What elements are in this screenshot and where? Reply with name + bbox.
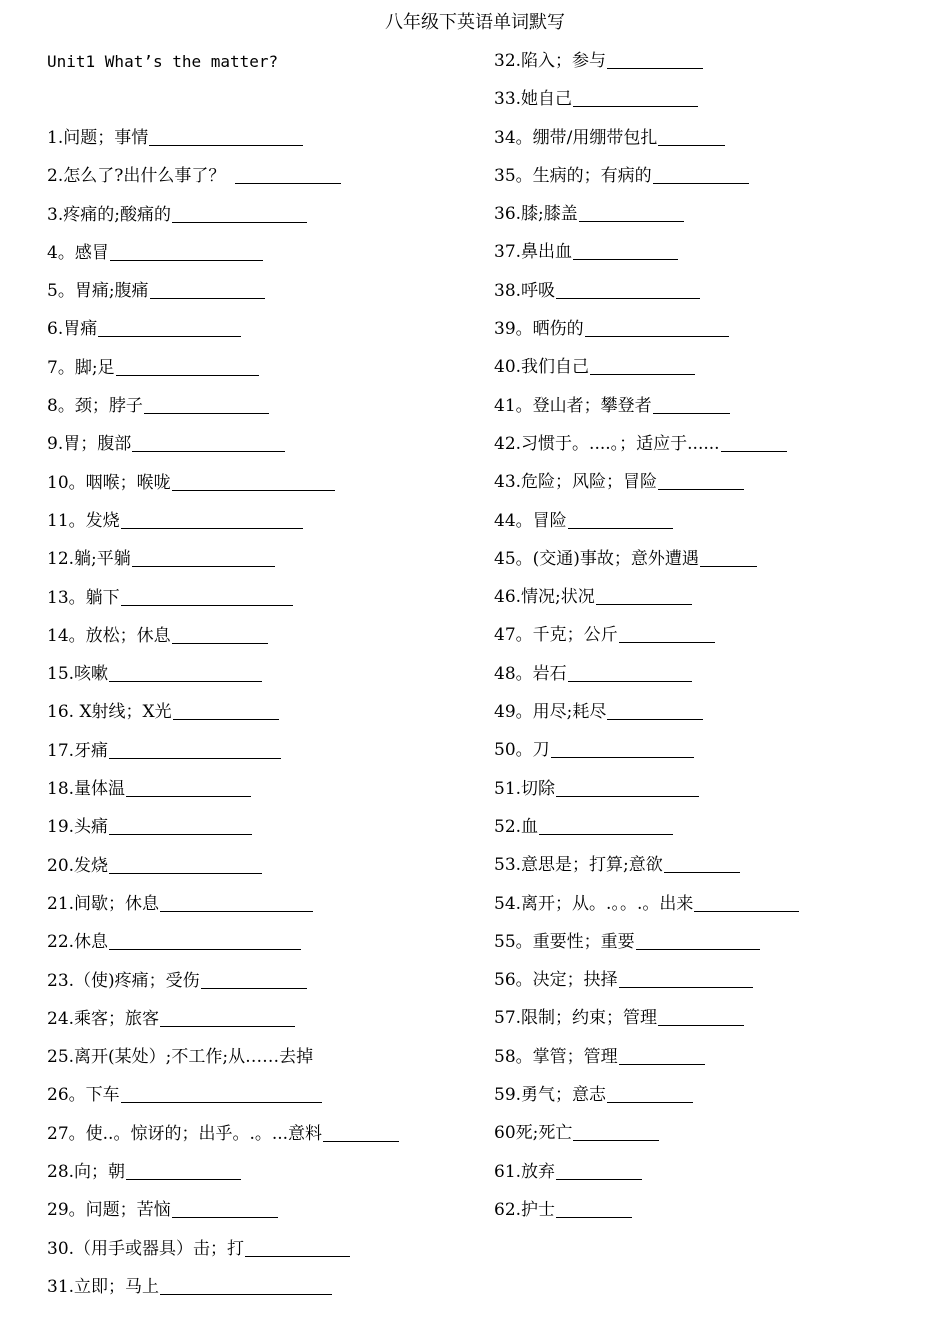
- list-item: [494, 738, 934, 776]
- list-item: [47, 815, 467, 853]
- item-prompt: 46.情况;状况: [494, 587, 595, 608]
- item-prompt: 27。使..。惊讶的；出乎。.。...意料: [47, 1123, 323, 1144]
- list-item: [494, 853, 934, 891]
- answer-blank[interactable]: [573, 1121, 659, 1141]
- answer-blank[interactable]: [568, 509, 673, 529]
- item-prompt: 57.限制；约束；管理: [494, 1008, 658, 1029]
- answer-blank[interactable]: [585, 317, 729, 337]
- list-item: [47, 317, 467, 355]
- item-prompt: 48。岩石: [494, 663, 567, 684]
- item-prompt: 21.间歇；休息: [47, 893, 160, 914]
- item-prompt: 61.放弃: [494, 1161, 556, 1182]
- answer-blank[interactable]: [109, 854, 262, 874]
- answer-blank[interactable]: [173, 700, 279, 720]
- list-item: [494, 470, 934, 508]
- answer-blank[interactable]: [144, 394, 269, 414]
- item-prompt: 37.鼻出血: [494, 242, 573, 263]
- answer-blank[interactable]: [556, 1160, 642, 1180]
- list-item: [47, 1083, 467, 1121]
- list-item: [47, 700, 467, 738]
- item-prompt: 32.陷入；参与: [494, 51, 607, 71]
- answer-blank[interactable]: [721, 432, 787, 452]
- answer-blank[interactable]: [116, 356, 259, 376]
- answer-blank[interactable]: [539, 815, 673, 835]
- answer-blank[interactable]: [160, 1007, 295, 1027]
- list-item: [494, 126, 934, 164]
- item-prompt: 14。放松；休息: [47, 625, 171, 646]
- item-prompt: 56。决定；抉择: [494, 970, 618, 991]
- item-prompt: 50。刀: [494, 740, 550, 761]
- answer-blank[interactable]: [573, 87, 698, 107]
- item-prompt: 34。绷带/用绷带包扎: [494, 127, 658, 148]
- list-item: [494, 777, 934, 815]
- list-item: [494, 1160, 934, 1198]
- list-item: [47, 394, 467, 432]
- answer-blank[interactable]: [132, 432, 285, 452]
- list-item: [47, 356, 467, 394]
- answer-blank[interactable]: [607, 700, 703, 720]
- item-prompt: 52.血: [494, 816, 539, 837]
- answer-blank[interactable]: [700, 547, 757, 567]
- item-prompt: 60死;死亡: [494, 1123, 573, 1144]
- item-prompt: 39。晒伤的: [494, 319, 584, 340]
- list-item: [47, 1198, 467, 1236]
- answer-blank[interactable]: [172, 624, 268, 644]
- list-item: [47, 662, 467, 700]
- answer-blank[interactable]: [98, 317, 241, 337]
- list-item: [494, 1006, 934, 1044]
- answer-blank[interactable]: [658, 126, 725, 146]
- answer-blank[interactable]: [590, 355, 695, 375]
- item-prompt: 42.习惯于。....。；适应于......: [494, 433, 720, 454]
- list-item: [494, 585, 934, 623]
- item-prompt: 6.胃痛: [47, 319, 98, 340]
- answer-blank[interactable]: [109, 930, 301, 950]
- list-item: [494, 317, 934, 355]
- item-prompt: 30.（用手或器具）击；打: [47, 1238, 245, 1259]
- answer-blank[interactable]: [556, 1198, 632, 1218]
- item-prompt: 47。千克；公斤: [494, 625, 618, 646]
- list-item: [47, 432, 467, 470]
- item-prompt: 54.离开；从。.。。.。出来: [494, 893, 694, 914]
- item-prompt: 8。颈；脖子: [47, 396, 143, 417]
- answer-blank[interactable]: [132, 547, 275, 567]
- list-item: [47, 624, 467, 662]
- item-prompt: 35。生病的；有病的: [494, 165, 652, 186]
- answer-blank[interactable]: [160, 1275, 332, 1295]
- item-prompt: 31.立即；马上: [47, 1276, 160, 1297]
- list-item: [494, 164, 934, 202]
- answer-blank[interactable]: [607, 1083, 693, 1103]
- item-prompt: 1.问题；事情: [47, 128, 149, 148]
- unit-heading: Unit1 What’s the matter?: [47, 52, 279, 71]
- answer-blank[interactable]: [121, 509, 303, 529]
- item-prompt: 45。(交通)事故；意外遭遇: [494, 548, 699, 569]
- item-prompt: 51.切除: [494, 778, 556, 799]
- answer-blank[interactable]: [126, 777, 251, 797]
- list-item: [494, 432, 934, 470]
- list-item: [47, 1122, 467, 1160]
- list-item: [494, 355, 934, 393]
- answer-blank[interactable]: [568, 662, 692, 682]
- item-prompt: 10。咽喉；喉咙: [47, 472, 171, 493]
- list-item: [494, 815, 934, 853]
- list-item: [494, 49, 934, 87]
- item-prompt: 53.意思是；打算;意欲: [494, 855, 663, 876]
- list-item: [494, 1198, 934, 1236]
- item-prompt: 26。下车: [47, 1085, 120, 1106]
- item-prompt: 12.躺;平躺: [47, 549, 131, 570]
- item-prompt: 36.膝;膝盖: [494, 204, 578, 225]
- list-item: [47, 547, 467, 585]
- list-item: [47, 203, 467, 241]
- item-prompt: 22.休息: [47, 932, 109, 953]
- list-item: [47, 930, 467, 968]
- list-item: [47, 1007, 467, 1045]
- list-item: [47, 854, 467, 892]
- item-prompt: 11。发烧: [47, 510, 120, 531]
- list-item: [494, 1045, 934, 1083]
- answer-blank[interactable]: [201, 969, 307, 989]
- right-column-list: [494, 49, 934, 1236]
- item-prompt: 62.护士: [494, 1199, 556, 1220]
- answer-blank[interactable]: [150, 279, 265, 299]
- answer-blank[interactable]: [653, 394, 730, 414]
- item-prompt: 55。重要性；重要: [494, 931, 635, 952]
- answer-blank[interactable]: [235, 164, 341, 184]
- answer-blank[interactable]: [149, 126, 303, 146]
- answer-blank[interactable]: [653, 164, 749, 184]
- list-item: [47, 241, 467, 279]
- item-prompt: 59.勇气；意志: [494, 1085, 607, 1106]
- answer-blank[interactable]: [658, 1006, 744, 1026]
- answer-blank[interactable]: [323, 1122, 399, 1142]
- list-item: [47, 586, 467, 624]
- answer-blank[interactable]: [551, 738, 694, 758]
- list-item: [494, 509, 934, 547]
- item-prompt: 28.向；朝: [47, 1162, 126, 1183]
- list-item: [494, 892, 934, 930]
- answer-blank[interactable]: [121, 1083, 322, 1103]
- list-item: [494, 700, 934, 738]
- item-prompt: 2.怎么了?出什么事了？: [47, 166, 226, 187]
- list-item: [47, 1237, 467, 1275]
- list-item: [47, 777, 467, 815]
- item-prompt: 15.咳嗽: [47, 664, 109, 685]
- item-prompt: 20.发烧: [47, 855, 109, 876]
- item-prompt: 23.（使)疼痛；受伤: [47, 970, 200, 991]
- item-prompt: 5。胃痛;腹痛: [47, 281, 149, 302]
- list-item: [494, 279, 934, 317]
- list-item: [47, 892, 467, 930]
- answer-blank[interactable]: [619, 623, 715, 643]
- answer-blank[interactable]: [109, 815, 252, 835]
- list-item: [494, 202, 934, 240]
- list-item: [494, 623, 934, 661]
- item-prompt: 38.呼吸: [494, 280, 556, 301]
- answer-blank[interactable]: [579, 202, 684, 222]
- page-title: 八年级下英语单词默写: [385, 12, 565, 33]
- item-prompt: 16. X射线；X光: [47, 702, 172, 723]
- answer-blank[interactable]: [121, 586, 293, 606]
- answer-blank[interactable]: [607, 49, 703, 69]
- answer-blank[interactable]: [664, 853, 740, 873]
- item-prompt: 3.疼痛的;酸痛的: [47, 204, 171, 225]
- item-prompt: 29。问题；苦恼: [47, 1200, 171, 1221]
- list-item: [494, 1121, 934, 1159]
- answer-blank[interactable]: [110, 241, 263, 261]
- list-item: [494, 1083, 934, 1121]
- list-item: [494, 662, 934, 700]
- item-prompt: 33.她自己: [494, 89, 573, 110]
- answer-blank[interactable]: [596, 585, 692, 605]
- answer-blank[interactable]: [556, 777, 699, 797]
- answer-blank[interactable]: [172, 471, 335, 491]
- list-item: [47, 1275, 467, 1313]
- list-item: [47, 739, 467, 777]
- list-item: [494, 968, 934, 1006]
- list-item: [47, 126, 467, 164]
- answer-blank[interactable]: [636, 930, 760, 950]
- item-prompt: 25.离开(某处）;不工作;从……去掉: [47, 1047, 314, 1068]
- item-prompt: 4。感冒: [47, 242, 109, 263]
- list-item: [494, 394, 934, 432]
- item-prompt: 17.牙痛: [47, 740, 109, 761]
- answer-blank[interactable]: [245, 1237, 350, 1257]
- item-prompt: 9.胃；腹部: [47, 434, 132, 455]
- answer-blank[interactable]: [160, 892, 313, 912]
- left-column-list: [47, 126, 467, 1313]
- answer-blank[interactable]: [658, 470, 744, 490]
- item-prompt: 7。脚;足: [47, 357, 115, 378]
- answer-blank[interactable]: [694, 892, 799, 912]
- item-prompt: 43.危险；风险；冒险: [494, 472, 658, 493]
- item-prompt: 44。冒险: [494, 510, 567, 531]
- item-prompt: 18.量体温: [47, 779, 126, 800]
- answer-blank[interactable]: [619, 968, 753, 988]
- list-item: [494, 930, 934, 968]
- list-item: [47, 969, 467, 1007]
- list-item: [47, 1160, 467, 1198]
- answer-blank[interactable]: [619, 1045, 705, 1065]
- item-prompt: 49。用尽;耗尽: [494, 702, 607, 723]
- item-prompt: 24.乘客；旅客: [47, 1008, 160, 1029]
- list-item: [494, 240, 934, 278]
- answer-blank[interactable]: [109, 739, 281, 759]
- list-item: [494, 87, 934, 125]
- answer-blank[interactable]: [172, 1198, 278, 1218]
- list-item: [47, 164, 467, 202]
- list-item: [47, 471, 467, 509]
- answer-blank[interactable]: [126, 1160, 241, 1180]
- list-item: [47, 279, 467, 317]
- item-prompt: 41。登山者；攀登者: [494, 395, 652, 416]
- answer-blank[interactable]: [556, 279, 700, 299]
- answer-blank[interactable]: [109, 662, 262, 682]
- item-prompt: 13。躺下: [47, 587, 120, 608]
- answer-blank[interactable]: [573, 240, 678, 260]
- answer-blank[interactable]: [172, 203, 307, 223]
- list-item: [494, 547, 934, 585]
- item-prompt: 19.头痛: [47, 817, 109, 838]
- list-item: [47, 1045, 467, 1083]
- item-prompt: 58。掌管；管理: [494, 1046, 618, 1067]
- item-prompt: 40.我们自己: [494, 357, 590, 378]
- list-item: [47, 509, 467, 547]
